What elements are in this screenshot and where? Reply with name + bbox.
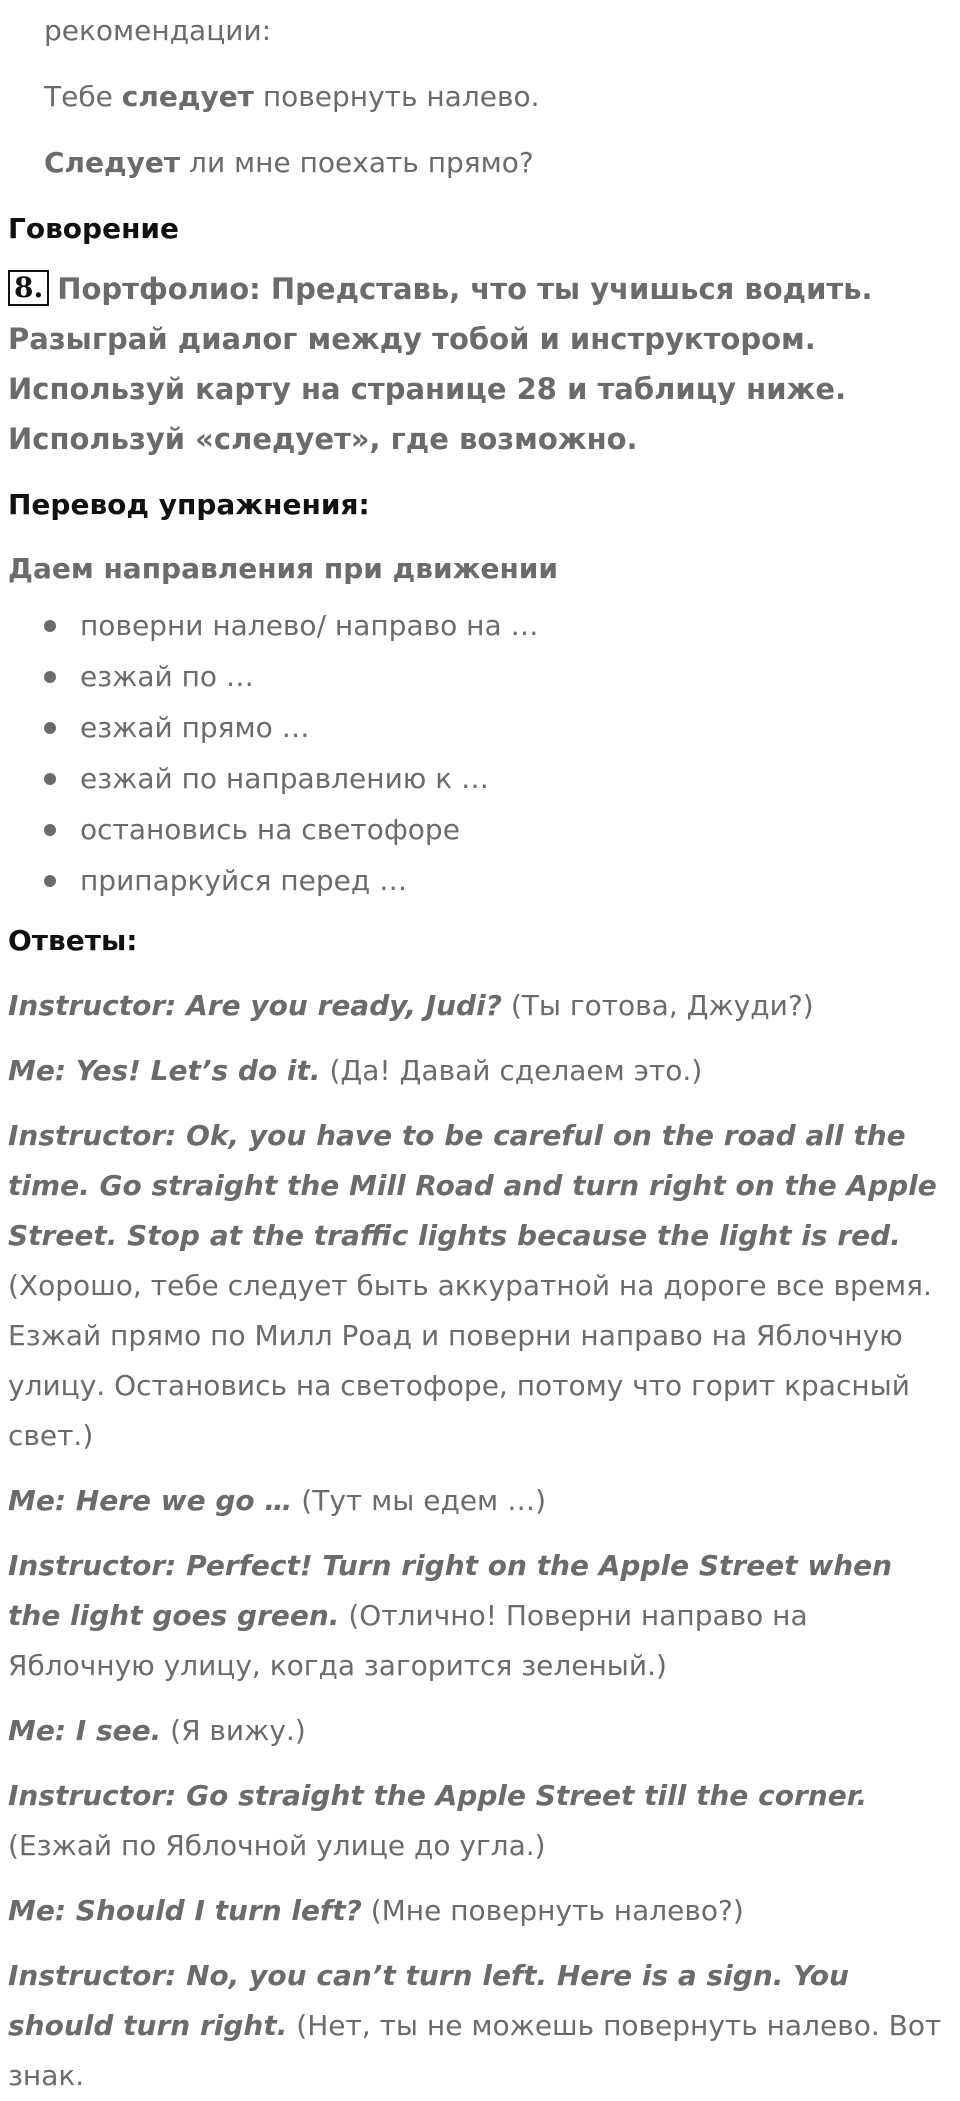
- top-line-2-pre: Тебе: [44, 80, 122, 113]
- dialog-line: [8, 1771, 952, 1871]
- dialog-line: [8, 1046, 952, 1096]
- task-number-box: 8.: [8, 270, 49, 306]
- section-heading-speaking: Говорение: [8, 212, 180, 245]
- list-item: [8, 753, 952, 804]
- dialog-line: [8, 1706, 952, 1756]
- dialog-line-en: Me: I see.: [8, 1714, 162, 1747]
- dialog-line: [8, 1951, 952, 2101]
- list-item-text: езжай по направлению к …: [80, 762, 490, 795]
- translation-heading: Перевод упражнения:: [8, 488, 370, 521]
- top-line-1-text: рекомендации:: [44, 14, 272, 47]
- dialog-line-en: Instructor: No, you can’t turn left. Here is a sign. You should turn right.: [8, 1959, 849, 2042]
- bullet-icon: [44, 773, 56, 785]
- task-8: [8, 264, 952, 464]
- answers-heading: Ответы:: [8, 924, 138, 957]
- dialog-line-en: Instructor: Ok, you have to be careful on the road all the time. Go straight the Mill Road and turn right on the Apple Street. Stop at the traffic lights because the light is red.: [8, 1119, 937, 1252]
- top-line-3-post: ли мне поехать прямо?: [180, 146, 534, 179]
- list-item-text: езжай прямо …: [80, 711, 310, 744]
- list-item-text: остановись на светофоре: [80, 813, 460, 846]
- list-item-text: припаркуйся перед …: [80, 864, 408, 897]
- dialog-line-ru: (Езжай по Яблочной улице до угла.): [8, 1829, 546, 1862]
- top-line-3-bold: Следует: [44, 146, 181, 179]
- task-8-text: Портфолио: Представь, что ты учишься водить. Разыграй диалог между тобой и инструктором. Используй карту на странице 28 и таблицу ниже. Используй «следует», где возможно.: [8, 272, 873, 456]
- dialog-line-en: Me: Should I turn left?: [8, 1894, 362, 1927]
- dialog-line-en: Instructor: Go straight the Apple Street till the corner.: [8, 1779, 868, 1812]
- top-line-1: [8, 6, 952, 56]
- top-line-3: [8, 138, 952, 188]
- dialog-line-ru: (Да! Давай сделаем это.): [320, 1054, 703, 1087]
- dialog-line-en: Instructor: Are you ready, Judi?: [8, 989, 502, 1022]
- dialog: [8, 981, 952, 2101]
- list-item: [8, 600, 952, 651]
- top-line-2-bold: следует: [121, 80, 254, 113]
- dialog-line-ru: (Нет, ты не можешь повернуть налево. Вот знак.: [8, 2009, 942, 2092]
- bullet-icon: [44, 620, 56, 632]
- bullet-icon: [44, 722, 56, 734]
- directions-list: [8, 600, 952, 906]
- dialog-line-en: Me: Yes! Let’s do it.: [8, 1054, 321, 1087]
- document-page: [0, 6, 960, 2092]
- dialog-line: [8, 1886, 952, 1936]
- list-item: [8, 702, 952, 753]
- dialog-line: [8, 981, 952, 1031]
- list-item-text: езжай по …: [80, 660, 254, 693]
- list-item: [8, 804, 952, 855]
- dialog-line: [8, 1476, 952, 1526]
- dialog-line: [8, 1111, 952, 1461]
- bullet-icon: [44, 824, 56, 836]
- dialog-line-en: Me: Here we go …: [8, 1484, 293, 1517]
- dialog-line-ru: (Хорошо, тебе следует быть аккуратной на дороге все время. Езжай прямо по Милл Роад и поверни направо на Яблочную улицу. Остановись на светофоре, потому что горит красный свет.): [8, 1269, 932, 1452]
- dialog-line-ru: (Тут мы едем …): [292, 1484, 547, 1517]
- dialog-line-ru: (Мне повернуть налево?): [361, 1894, 744, 1927]
- top-line-2: [8, 72, 952, 122]
- dialog-line-ru: (Я вижу.): [161, 1714, 306, 1747]
- dialog-line: [8, 1541, 952, 1691]
- list-item-text: поверни налево/ направо на …: [80, 609, 539, 642]
- list-item: [8, 651, 952, 702]
- bullet-icon: [44, 671, 56, 683]
- top-line-2-post: повернуть налево.: [253, 80, 540, 113]
- bullet-icon: [44, 875, 56, 887]
- directions-title: Даем направления при движении: [8, 552, 559, 585]
- dialog-line-ru: (Ты готова, Джуди?): [501, 989, 814, 1022]
- dialog-line-en: Instructor: Perfect! Turn right on the Apple Street when the light goes green.: [8, 1549, 893, 1632]
- list-item: [8, 855, 952, 906]
- dialog-line-ru: (Отлично! Поверни направо на Яблочную улицу, когда загорится зеленый.): [8, 1599, 808, 1682]
